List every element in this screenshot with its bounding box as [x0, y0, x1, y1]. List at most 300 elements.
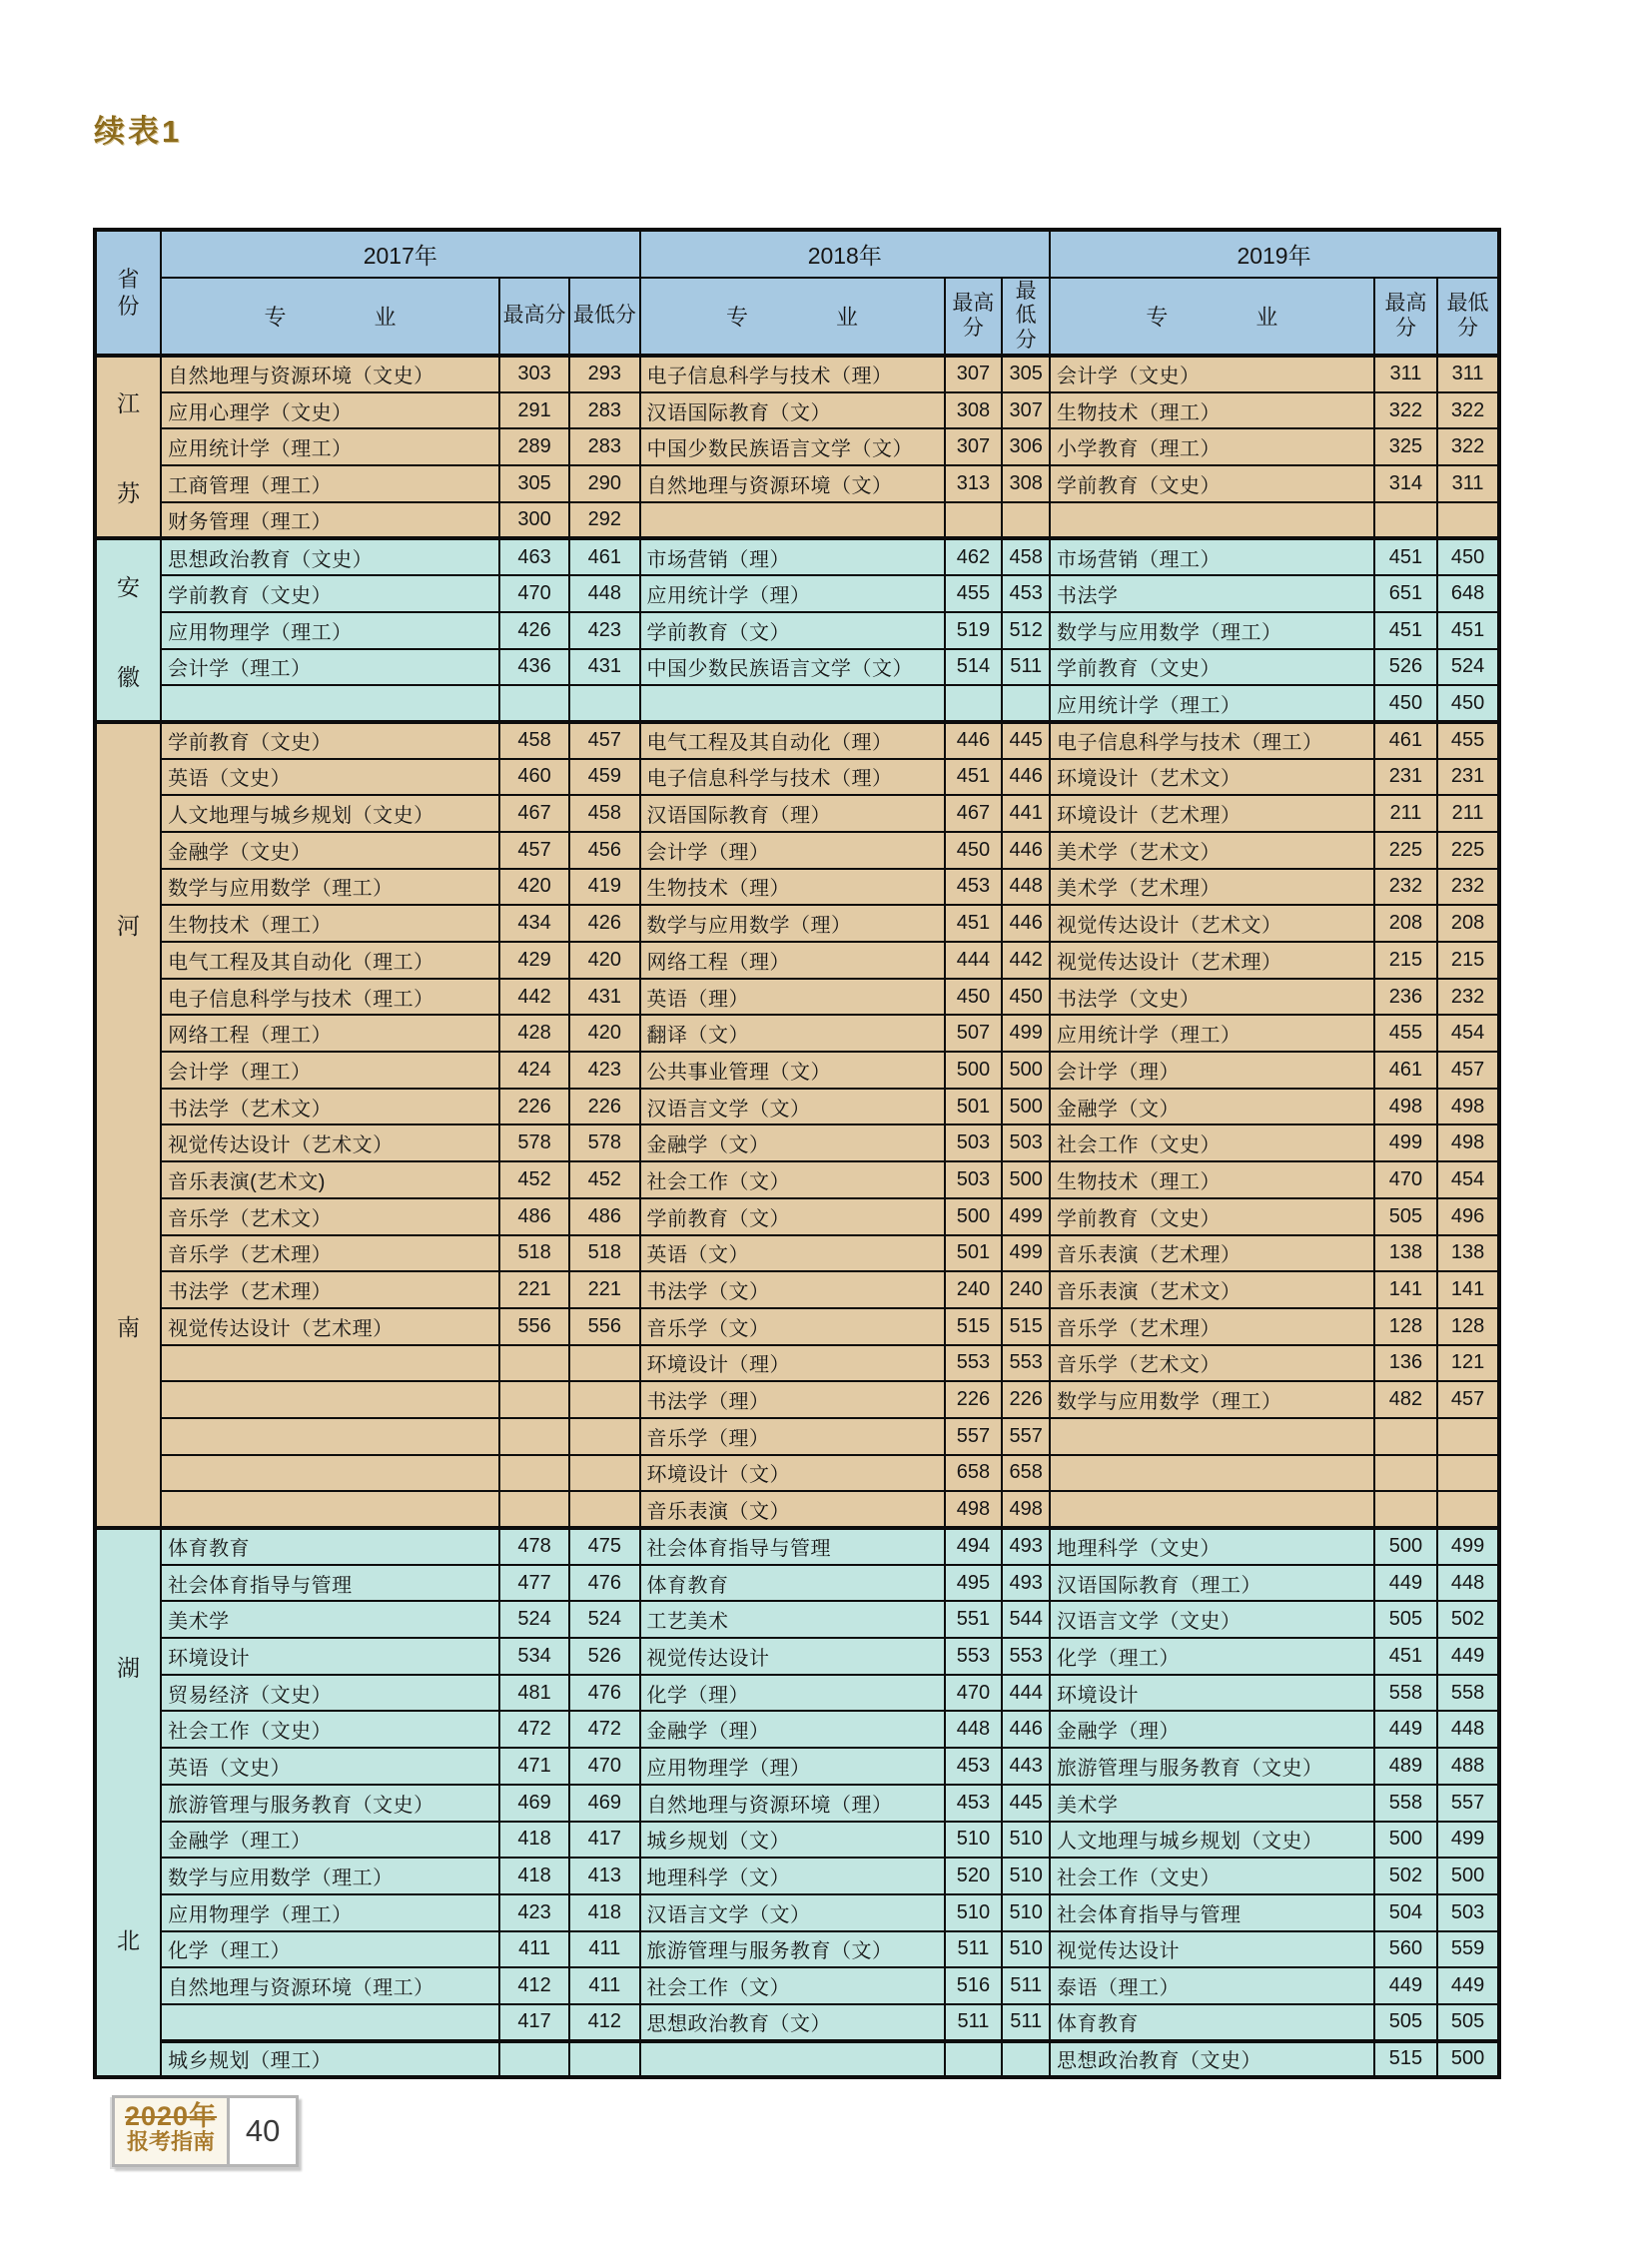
major-cell: 工艺美术 [640, 1601, 945, 1638]
low-score-cell: 518 [569, 1235, 639, 1272]
major-cell: 学前教育（文史） [1050, 649, 1374, 686]
high-score-cell: 418 [499, 1858, 569, 1894]
table-row [95, 612, 1499, 649]
guide-logo-year: 2020年 [125, 2101, 218, 2131]
low-score-cell: 510 [1002, 1822, 1050, 1859]
low-score-cell: 226 [569, 1089, 639, 1125]
high-score-cell: 558 [1374, 1785, 1437, 1822]
table-row [95, 1418, 1499, 1455]
province-column-header [95, 230, 161, 356]
high-score-cell: 511 [945, 2004, 1003, 2041]
major-cell: 旅游管理与服务教育（文史） [1050, 1748, 1374, 1785]
major-cell: 环境设计（文） [640, 1455, 945, 1492]
low-score-cell: 446 [1002, 832, 1050, 869]
high-score-cell: 289 [499, 428, 569, 465]
low-score-cell: 500 [1437, 1858, 1499, 1894]
major-cell: 社会工作（文史） [161, 1711, 499, 1748]
major-cell: 书法学 [1050, 575, 1374, 612]
low-score-cell: 505 [1437, 2004, 1499, 2041]
table-row [95, 759, 1499, 796]
high-score-cell: 451 [1374, 538, 1437, 575]
high-score-cell: 519 [945, 612, 1003, 649]
high-score-cell: 451 [945, 759, 1003, 796]
high-score-cell: 500 [945, 1198, 1003, 1235]
table-row [95, 1894, 1499, 1931]
high-score-cell: 494 [945, 1528, 1003, 1565]
high-score-cell: 472 [499, 1711, 569, 1748]
high-score-cell: 436 [499, 649, 569, 686]
major-cell: 视觉传达设计（艺术文） [1050, 905, 1374, 942]
high-score-cell: 553 [945, 1345, 1003, 1382]
table-row [95, 942, 1499, 979]
major-cell: 体育教育 [1050, 2004, 1374, 2041]
high-score-cell: 128 [1374, 1308, 1437, 1345]
high-score-cell: 442 [499, 979, 569, 1016]
low-score-cell: 413 [569, 1858, 639, 1894]
high-score-cell: 489 [1374, 1748, 1437, 1785]
low-score-cell: 446 [1002, 1711, 1050, 1748]
major-cell: 公共事业管理（文） [640, 1052, 945, 1089]
low-score-cell: 499 [1437, 1528, 1499, 1565]
high-score-cell: 434 [499, 905, 569, 942]
major-cell: 生物技术（理工） [161, 905, 499, 942]
high-score-cell: 226 [945, 1381, 1003, 1418]
major-cell: 地理科学（文） [640, 1858, 945, 1894]
major-cell: 社会体育指导与管理 [1050, 1894, 1374, 1931]
low-score-cell: 322 [1437, 392, 1499, 429]
province-char: 河 [117, 913, 141, 940]
province-char: 北 [117, 1927, 141, 1954]
high-score-cell: 411 [499, 1931, 569, 1968]
major-cell: 应用物理学（理工） [161, 1894, 499, 1931]
high-score-cell: 307 [945, 428, 1003, 465]
high-score-cell: 461 [1374, 722, 1437, 759]
major-cell [640, 2041, 945, 2078]
major-cell: 电气工程及其自动化（理） [640, 722, 945, 759]
major-cell: 音乐学（艺术文） [1050, 1345, 1374, 1382]
high-score-cell: 303 [499, 356, 569, 392]
table-row [95, 1931, 1499, 1968]
low-score-cell: 444 [1002, 1675, 1050, 1712]
low-score-cell: 208 [1437, 905, 1499, 942]
low-score-cell: 503 [1437, 1894, 1499, 1931]
high-score-cell: 503 [945, 1124, 1003, 1161]
major-cell: 美术学 [1050, 1785, 1374, 1822]
major-header: 专 业 [161, 278, 499, 356]
high-score-cell: 526 [1374, 649, 1437, 686]
high-score-cell: 236 [1374, 979, 1437, 1016]
high-score-cell: 455 [1374, 1015, 1437, 1052]
high-score-cell: 136 [1374, 1345, 1437, 1382]
major-cell: 英语（文史） [161, 1748, 499, 1785]
low-score-cell: 305 [1002, 356, 1050, 392]
guide-logo [115, 2098, 230, 2164]
low-score-cell [569, 685, 639, 722]
low-score-cell: 450 [1002, 979, 1050, 1016]
major-header: 专 业 [640, 278, 945, 356]
high-score-cell: 467 [945, 795, 1003, 832]
table-header [95, 230, 1499, 356]
major-cell: 音乐学（艺术文） [161, 1198, 499, 1235]
low-score-cell: 232 [1437, 979, 1499, 1016]
high-score-cell: 469 [499, 1785, 569, 1822]
table-row [95, 2041, 1499, 2078]
major-cell: 数学与应用数学（理工） [161, 1858, 499, 1894]
low-score-cell: 476 [569, 1675, 639, 1712]
high-score-cell: 505 [1374, 2004, 1437, 2041]
low-score-cell: 426 [569, 905, 639, 942]
major-cell: 环境设计（艺术文） [1050, 759, 1374, 796]
high-score-cell: 470 [945, 1675, 1003, 1712]
low-score-cell: 311 [1437, 356, 1499, 392]
low-score-cell: 418 [569, 1894, 639, 1931]
major-cell: 化学（理工） [1050, 1638, 1374, 1675]
high-score-cell: 225 [1374, 832, 1437, 869]
table-row [95, 1638, 1499, 1675]
high-score-cell [499, 1381, 569, 1418]
section-江苏 [95, 356, 1499, 538]
high-score-cell: 514 [945, 649, 1003, 686]
low-score-cell: 449 [1437, 1638, 1499, 1675]
major-cell: 数学与应用数学（理工） [1050, 612, 1374, 649]
low-score-cell: 412 [569, 2004, 639, 2041]
major-header: 专 业 [1050, 278, 1374, 356]
low-score-cell: 502 [1437, 1601, 1499, 1638]
high-score-cell: 578 [499, 1124, 569, 1161]
table-row [95, 1455, 1499, 1492]
low-score-cell: 307 [1002, 392, 1050, 429]
low-score-cell: 452 [569, 1161, 639, 1198]
low-score-cell: 450 [1437, 685, 1499, 722]
major-cell: 书法学（艺术文） [161, 1089, 499, 1125]
high-score-cell: 556 [499, 1308, 569, 1345]
major-cell: 生物技术（理） [640, 869, 945, 906]
high-score-cell: 518 [499, 1235, 569, 1272]
high-score-cell: 240 [945, 1271, 1003, 1308]
table-row [95, 1235, 1499, 1272]
table-row [95, 1161, 1499, 1198]
major-cell: 城乡规划（文） [640, 1822, 945, 1859]
major-cell: 学前教育（文） [640, 612, 945, 649]
major-cell: 财务管理（理工） [161, 502, 499, 539]
major-cell: 视觉传达设计（艺术文） [161, 1124, 499, 1161]
high-score-cell: 501 [945, 1235, 1003, 1272]
table-row [95, 1565, 1499, 1602]
low-score-cell: 454 [1437, 1161, 1499, 1198]
low-score-cell: 411 [569, 1931, 639, 1968]
major-cell: 数学与应用数学（理工） [161, 869, 499, 906]
major-cell [161, 1418, 499, 1455]
high-score-cell: 511 [945, 1931, 1003, 1968]
major-cell: 视觉传达设计 [1050, 1931, 1374, 1968]
major-cell [161, 1381, 499, 1418]
low-score-cell: 486 [569, 1198, 639, 1235]
low-score-cell [569, 1381, 639, 1418]
low-score-cell: 448 [1437, 1711, 1499, 1748]
high-score-cell: 501 [945, 1089, 1003, 1125]
low-score-cell: 283 [569, 428, 639, 465]
major-cell [161, 1455, 499, 1492]
high-score-cell: 449 [1374, 1565, 1437, 1602]
high-score-cell: 423 [499, 1894, 569, 1931]
low-score-cell: 511 [1002, 1967, 1050, 2004]
section-安徽 [95, 538, 1499, 721]
high-score-cell: 449 [1374, 1967, 1437, 2004]
low-score-cell: 498 [1437, 1124, 1499, 1161]
high-score-cell: 477 [499, 1565, 569, 1602]
year-header-2018: 2018年 [640, 230, 1051, 278]
low-score-cell: 306 [1002, 428, 1050, 465]
table-row [95, 1785, 1499, 1822]
table-row [95, 1381, 1499, 1418]
year-header-2019: 2019年 [1050, 230, 1499, 278]
low-score-cell: 458 [569, 795, 639, 832]
high-score-cell: 520 [945, 1858, 1003, 1894]
major-cell: 书法学（文史） [1050, 979, 1374, 1016]
low-score-cell: 515 [1002, 1308, 1050, 1345]
low-score-cell: 658 [1002, 1455, 1050, 1492]
major-cell: 电气工程及其自动化（理工） [161, 942, 499, 979]
major-cell: 英语（文） [640, 1235, 945, 1272]
high-score-cell: 495 [945, 1565, 1003, 1602]
high-score-cell: 504 [1374, 1894, 1437, 1931]
major-cell [161, 1491, 499, 1528]
high-score-cell: 232 [1374, 869, 1437, 906]
low-score-cell: 446 [1002, 905, 1050, 942]
major-cell: 学前教育（文史） [1050, 1198, 1374, 1235]
low-score-cell: 420 [569, 1015, 639, 1052]
table-row [95, 1089, 1499, 1125]
major-cell: 网络工程（理） [640, 942, 945, 979]
major-cell: 思想政治教育（文史） [161, 538, 499, 575]
high-score-cell: 467 [499, 795, 569, 832]
low-score-cell: 498 [1002, 1491, 1050, 1528]
high-score-cell: 221 [499, 1271, 569, 1308]
low-score-cell: 556 [569, 1308, 639, 1345]
major-cell: 社会工作（文） [640, 1967, 945, 2004]
low-score-cell [1002, 685, 1050, 722]
major-cell: 思想政治教育（文） [640, 2004, 945, 2041]
major-cell: 电子信息科学与技术（理工） [161, 979, 499, 1016]
high-score-cell: 516 [945, 1967, 1003, 2004]
low-score-cell: 557 [1002, 1418, 1050, 1455]
major-cell: 书法学（理） [640, 1381, 945, 1418]
low-score-cell: 445 [1002, 1785, 1050, 1822]
high-score-cell: 481 [499, 1675, 569, 1712]
major-cell: 人文地理与城乡规划（文史） [1050, 1822, 1374, 1859]
low-score-cell: 498 [1437, 1089, 1499, 1125]
low-score-cell [1002, 2041, 1050, 2078]
major-cell: 音乐表演（文） [640, 1491, 945, 1528]
high-score-cell: 471 [499, 1748, 569, 1785]
table-row [95, 465, 1499, 502]
low-score-cell: 226 [1002, 1381, 1050, 1418]
major-cell: 学前教育（文史） [1050, 465, 1374, 502]
low-score-cell: 449 [1437, 1967, 1499, 2004]
low-score-cell: 311 [1437, 465, 1499, 502]
high-score-cell: 314 [1374, 465, 1437, 502]
low-score-header: 最低分 [1437, 278, 1499, 356]
table-row [95, 1124, 1499, 1161]
province-char: 南 [117, 1313, 141, 1340]
high-score-cell: 211 [1374, 795, 1437, 832]
high-score-cell: 322 [1374, 392, 1437, 429]
high-score-cell: 453 [945, 869, 1003, 906]
high-score-cell: 452 [499, 1161, 569, 1198]
major-cell: 化学（理工） [161, 1931, 499, 1968]
province-char: 苏 [117, 480, 141, 507]
low-score-cell: 511 [1002, 649, 1050, 686]
major-cell: 人文地理与城乡规划（文史） [161, 795, 499, 832]
low-score-cell: 431 [569, 649, 639, 686]
low-score-cell: 553 [1002, 1638, 1050, 1675]
high-score-cell: 470 [499, 575, 569, 612]
major-cell: 金融学（文） [1050, 1089, 1374, 1125]
province-label [95, 722, 161, 1528]
low-score-cell: 500 [1002, 1052, 1050, 1089]
high-score-cell [499, 685, 569, 722]
major-cell: 中国少数民族语言文学（文） [640, 428, 945, 465]
table-row [95, 1822, 1499, 1859]
low-score-cell: 510 [1002, 1894, 1050, 1931]
low-score-cell: 648 [1437, 575, 1499, 612]
major-cell [161, 2004, 499, 2041]
low-score-cell [1437, 1491, 1499, 1528]
major-cell: 社会体育指导与管理 [161, 1565, 499, 1602]
high-score-cell: 534 [499, 1638, 569, 1675]
low-score-cell: 558 [1437, 1675, 1499, 1712]
major-cell: 数学与应用数学（理工） [1050, 1381, 1374, 1418]
major-cell: 金融学（文史） [161, 832, 499, 869]
major-cell: 音乐学（理） [640, 1418, 945, 1455]
major-cell: 数学与应用数学（理） [640, 905, 945, 942]
major-cell: 小学教育（理工） [1050, 428, 1374, 465]
low-score-cell: 455 [1437, 722, 1499, 759]
low-score-cell: 503 [1002, 1124, 1050, 1161]
high-score-cell: 510 [945, 1822, 1003, 1859]
high-score-cell [499, 1418, 569, 1455]
major-cell: 会计学（文史） [1050, 356, 1374, 392]
low-score-cell: 511 [1002, 2004, 1050, 2041]
table-row [95, 1015, 1499, 1052]
low-score-cell [569, 2041, 639, 2078]
high-score-cell: 444 [945, 942, 1003, 979]
high-score-cell: 215 [1374, 942, 1437, 979]
major-cell: 体育教育 [640, 1565, 945, 1602]
high-score-cell: 300 [499, 502, 569, 539]
high-score-cell: 305 [499, 465, 569, 502]
major-cell: 地理科学（文史） [1050, 1528, 1374, 1565]
low-score-cell: 128 [1437, 1308, 1499, 1345]
major-cell: 化学（理） [640, 1675, 945, 1712]
major-cell: 社会工作（文史） [1050, 1858, 1374, 1894]
low-score-cell: 459 [569, 759, 639, 796]
major-cell: 美术学（艺术文） [1050, 832, 1374, 869]
province-label [95, 356, 161, 538]
major-cell: 生物技术（理工） [1050, 1161, 1374, 1198]
high-score-cell: 515 [1374, 2041, 1437, 2078]
major-cell: 社会体育指导与管理 [640, 1528, 945, 1565]
province-label [95, 538, 161, 721]
table-row [95, 1601, 1499, 1638]
continued-table-label: 续表1 [94, 114, 183, 149]
major-cell: 网络工程（理工） [161, 1015, 499, 1052]
low-score-cell: 488 [1437, 1748, 1499, 1785]
high-score-header: 最高分 [945, 278, 1003, 356]
major-cell [1050, 1455, 1374, 1492]
high-score-cell: 507 [945, 1015, 1003, 1052]
low-score-cell: 524 [1437, 649, 1499, 686]
high-score-cell: 428 [499, 1015, 569, 1052]
high-score-cell: 448 [945, 1711, 1003, 1748]
section-湖北 [95, 1528, 1499, 2077]
high-score-cell: 451 [945, 905, 1003, 942]
low-score-cell: 448 [1437, 1565, 1499, 1602]
low-score-header: 最低分 [569, 278, 639, 356]
section-河南 [95, 722, 1499, 1528]
low-score-cell: 457 [1437, 1052, 1499, 1089]
low-score-cell: 472 [569, 1711, 639, 1748]
low-score-cell: 431 [569, 979, 639, 1016]
high-score-header: 最高分 [1374, 278, 1437, 356]
major-cell: 汉语国际教育（理工） [1050, 1565, 1374, 1602]
major-cell: 社会工作（文史） [1050, 1124, 1374, 1161]
high-score-cell: 412 [499, 1967, 569, 2004]
low-score-cell: 457 [569, 722, 639, 759]
low-score-cell: 456 [569, 832, 639, 869]
high-score-cell: 500 [945, 1052, 1003, 1089]
low-score-cell: 559 [1437, 1931, 1499, 1968]
table-row [95, 1491, 1499, 1528]
major-cell: 汉语言文学（文） [640, 1894, 945, 1931]
high-score-cell: 446 [945, 722, 1003, 759]
low-score-cell: 526 [569, 1638, 639, 1675]
low-score-cell: 493 [1002, 1528, 1050, 1565]
major-cell: 美术学 [161, 1601, 499, 1638]
major-cell: 汉语言文学（文） [640, 1089, 945, 1125]
province-char: 江 [117, 390, 141, 417]
low-score-cell: 446 [1002, 759, 1050, 796]
high-score-header: 最高分 [499, 278, 569, 356]
table-row [95, 538, 1499, 575]
low-score-cell [569, 1491, 639, 1528]
high-score-cell: 658 [945, 1455, 1003, 1492]
low-score-cell: 557 [1437, 1785, 1499, 1822]
table-row [95, 795, 1499, 832]
table-row [95, 1198, 1499, 1235]
table-row [95, 1345, 1499, 1382]
high-score-cell: 311 [1374, 356, 1437, 392]
major-cell: 学前教育（文） [640, 1198, 945, 1235]
major-cell: 金融学（理） [1050, 1711, 1374, 1748]
major-cell: 环境设计 [1050, 1675, 1374, 1712]
table-row [95, 1967, 1499, 2004]
high-score-cell: 498 [945, 1491, 1003, 1528]
major-cell: 贸易经济（文史） [161, 1675, 499, 1712]
low-score-cell: 420 [569, 942, 639, 979]
low-score-cell: 448 [569, 575, 639, 612]
major-cell: 旅游管理与服务教育（文） [640, 1931, 945, 1968]
major-cell: 会计学（理工） [161, 1052, 499, 1089]
high-score-cell: 500 [1374, 1822, 1437, 1859]
major-cell: 英语（文史） [161, 759, 499, 796]
major-cell: 应用统计学（理工） [1050, 1015, 1374, 1052]
major-cell [640, 502, 945, 539]
low-score-cell: 499 [1002, 1198, 1050, 1235]
low-score-cell [1437, 1418, 1499, 1455]
table-row [95, 869, 1499, 906]
table-row [95, 905, 1499, 942]
